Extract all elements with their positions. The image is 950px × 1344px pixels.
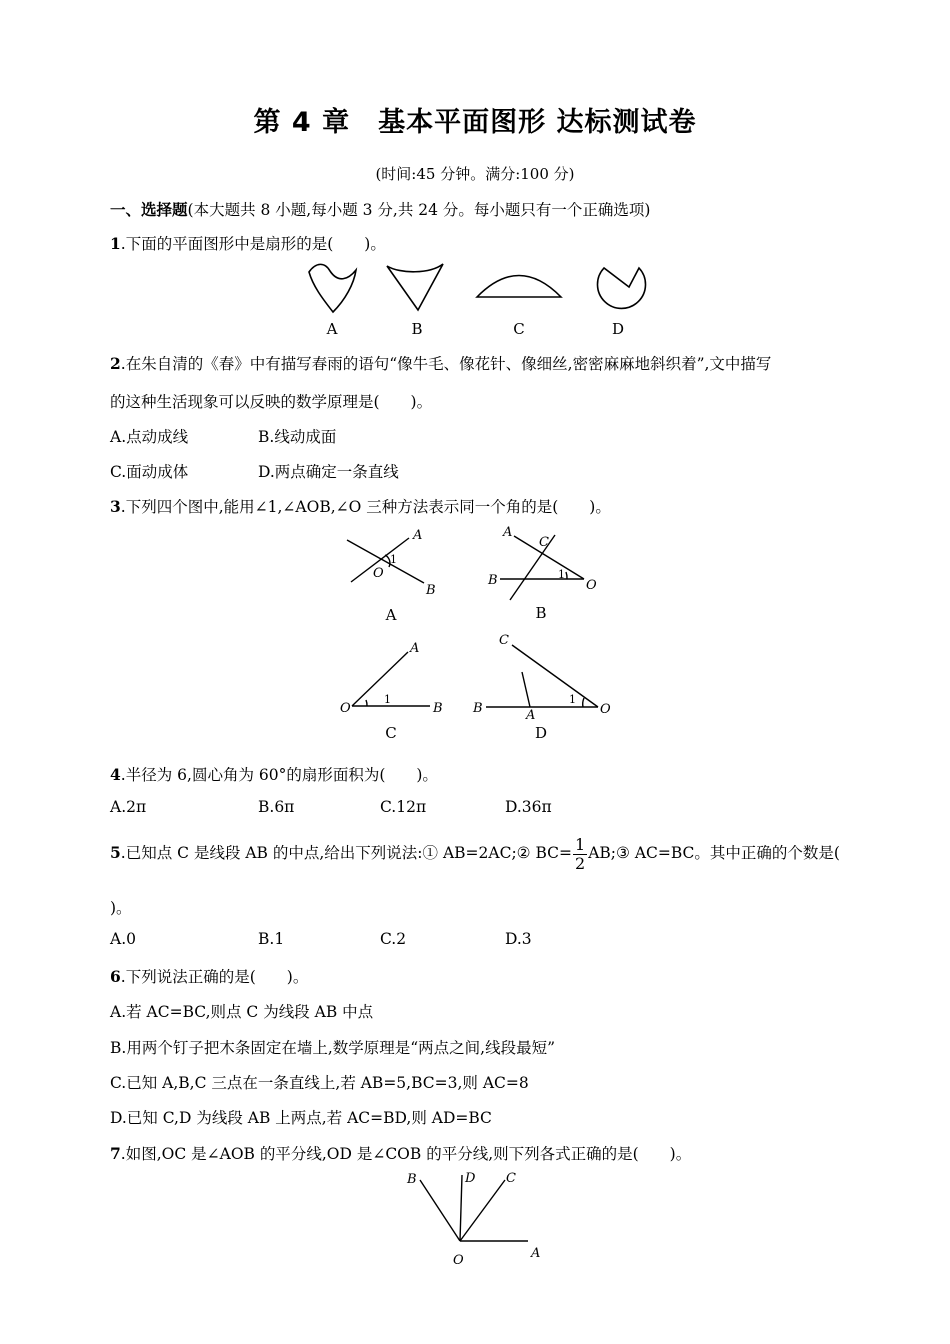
q1-label-b: B [411, 320, 423, 338]
question-number: 1 [110, 234, 121, 253]
section-note: (本大题共 8 小题,每小题 3 分,共 24 分。每小题只有一个正确选项) [187, 201, 651, 219]
fig3a-1: 1 [390, 553, 397, 566]
fig3d-b: B [473, 701, 483, 716]
fig3a-b: B [426, 583, 436, 598]
exam-info: (时间:45 分钟。满分:100 分) [375, 165, 575, 183]
fig3c-a: A [410, 641, 420, 656]
option-a: A.若 AC=BC,则点 C 为线段 AB 中点 [110, 1003, 374, 1021]
question-text: .已知点 C 是线段 AB 的中点,给出下列说法:① AB=2AC;② BC= [120, 844, 573, 862]
fig3d-o: O [600, 702, 611, 717]
option-c: C.12π [380, 798, 427, 816]
option-b: B.线动成面 [258, 428, 337, 446]
question-number: 2 [110, 354, 121, 373]
fraction-numerator: 1 [575, 834, 586, 854]
fig3c-o: O [340, 701, 351, 716]
fig3d-1: 1 [569, 693, 576, 706]
q1-label-d: D [611, 320, 625, 338]
option-d: D.两点确定一条直线 [258, 463, 399, 481]
question-text: .下列四个图中,能用∠1,∠AOB,∠O 三种方法表示同一个角的是( )。 [120, 498, 611, 516]
q1-label-a: A [326, 320, 338, 338]
fig3a-a: A [413, 528, 423, 543]
fig3c-1: 1 [384, 693, 391, 706]
fig7-c: C [506, 1171, 516, 1186]
page-title: 第 4 章 基本平面图形 达标测试卷 [253, 107, 697, 138]
question-text: .在朱自清的《春》中有描写春雨的语句“像牛毛、像花针、像细丝,密密麻麻地斜织着”,文中描写 [120, 355, 772, 373]
fig3a-o: O [373, 566, 384, 581]
question-2-line2: 的这种生活现象可以反映的数学原理是( )。 [110, 393, 433, 411]
question-text: .半径为 6,圆心角为 60°的扇形面积为( )。 [120, 766, 438, 784]
q3-label-d: D [534, 724, 548, 742]
fraction-denominator: 2 [575, 853, 586, 873]
option-a: A.点动成线 [110, 428, 189, 446]
question-number: 5 [110, 843, 121, 862]
question-number: 4 [110, 765, 121, 784]
fig3d-a: A [526, 708, 536, 723]
q3-label-a: A [385, 606, 397, 624]
option-c: C.面动成体 [110, 463, 189, 481]
section-title: 一、选择题 [110, 201, 188, 219]
option-a: A.0 [110, 930, 136, 948]
question-number: 7 [110, 1144, 121, 1163]
fig3b-1: 1 [558, 568, 565, 581]
option-a: A.2π [110, 798, 147, 816]
question-text: .下列说法正确的是( )。 [120, 968, 309, 986]
fig3b-a: A [503, 525, 513, 540]
option-b: B.1 [258, 930, 285, 948]
option-d: D.已知 C,D 为线段 AB 上两点,若 AC=BD,则 AD=BC [110, 1109, 492, 1127]
fig3b-o: O [586, 578, 597, 593]
option-b: B.用两个钉子把木条固定在墙上,数学原理是“两点之间,线段最短” [110, 1039, 556, 1057]
option-c: C.2 [380, 930, 407, 948]
fig3d-c: C [499, 633, 509, 648]
option-d: D.3 [505, 930, 532, 948]
question-number: 3 [110, 497, 121, 516]
q3-label-b: B [535, 604, 547, 622]
fig3c-b: B [433, 701, 443, 716]
question-text: .下面的平面图形中是扇形的是( )。 [120, 235, 386, 253]
question-number: 6 [110, 967, 121, 986]
fig3b-b: B [488, 573, 498, 588]
option-d: D.36π [505, 798, 552, 816]
fig7-d: D [465, 1171, 476, 1186]
question-text: .如图,OC 是∠AOB 的平分线,OD 是∠COB 的平分线,则下列各式正确的是( )。 [120, 1145, 692, 1163]
q3-label-c: C [385, 724, 397, 742]
option-c: C.已知 A,B,C 三点在一条直线上,若 AB=5,BC=3,则 AC=8 [110, 1074, 529, 1092]
fig3b-c: C [539, 535, 549, 550]
fig7-o: O [453, 1253, 464, 1268]
q1-label-c: C [513, 320, 525, 338]
question-text-cont: AB;③ AC=BC。其中正确的个数是( [588, 844, 840, 862]
option-b: B.6π [258, 798, 295, 816]
fig7-a: A [531, 1246, 541, 1261]
fig7-b: B [407, 1172, 417, 1187]
question-5-line2: )。 [110, 899, 132, 917]
